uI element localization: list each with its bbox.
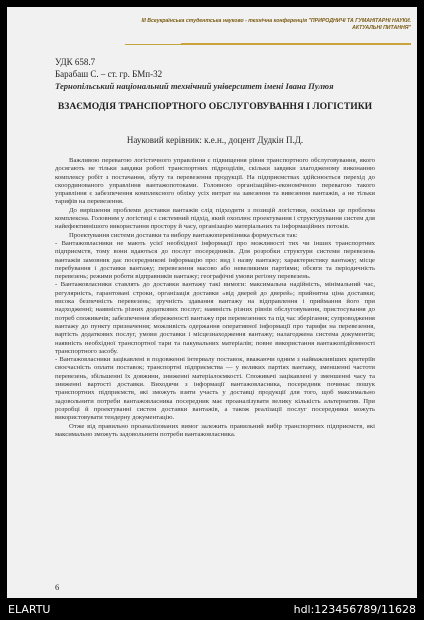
scientific-advisor: Науковий керівник: к.е.н., доцент Дудкін П.Д. <box>126 135 304 145</box>
viewer-footer <box>0 600 424 620</box>
document-page <box>7 7 417 598</box>
header-divider <box>181 43 411 44</box>
paragraph: - Вантажовласники зацікавлені в подовженні інтервалу поставок, вважаючи одним з найважливіших критеріїв своєчасність оплати поставок; транспортні підприємства — у великих партіях вантажу, зменшенні частоти перевезень, збільшенні їх довжини, зниженні матеріалоємкості. Споживачі зацікавлені у зменшенні часу та зниженні вартості доставки. Виходячи з інформації вантажовласника, посередник починає пошук транспортних підприємств, які зможуть взяти участь у доставці продукції для того, щоб максимально задовольнити потреби вантажовласника посередник має проаналізувати велику кількість альтернатив. При розробці й проектуванні систем доставки вантажів, а також реалізації послуг посередники можуть використовувати тендерну документацію. <box>55 356 375 422</box>
conference-line-1: III Всеукраїнська студентська науково - технічна конференція "ПРИРОДНИЧІ ТА ГУМАНІТАРНІ НАУКИ. <box>141 18 411 24</box>
paragraph: - Вантажовласники не мають усієї необхідної інформації про можливості тих чи інших транспортних підприємств, тому вони вдаються до послуг посередників. Для розробки структури системи перевезень вантажів замовник дає посередникові інформацію про: вид і назву вантажу; характеристику вантажу; місце перебування і доставки вантажу; перевезення масово або невеликими партіями; обсяги та періодичність перевезень; режими роботи відправників вантажу; географічні умови регіону перевезень. <box>55 239 375 281</box>
article-title: ВЗАЄМОДІЯ ТРАНСПОРТНОГО ОБСЛУГОВУВАННЯ І ЛОГІСТИКИ <box>57 101 373 112</box>
paragraph: Проектування системи доставки та вибору вантажоперевізника формується так: <box>69 231 298 239</box>
udc-code: УДК 658.7 <box>55 57 96 67</box>
page-number: 6 <box>55 582 60 592</box>
conference-header <box>125 18 411 45</box>
handle-id: hdl:123456789/11628 <box>293 603 416 616</box>
paragraph: Важливою перевагою логістичного управління є підвищення рівня транспортного обслуговування, якого досягають не тільки завдяки роботі транспортних підрозділів, скільки завдяки злагодженому виконанню комплексу робіт з постачання, збуту та перевезення продукції. На підприємствах здійснюється перехід до скоординованого управління вантажопотоками. Головною організаційно-економічною перевагою такого управління є забезпечення комплексного обліку усіх витрат на завезення та вивезення вантажів, а не тільки тарифів на перевезення. <box>55 157 375 206</box>
paragraph: До вирішення проблеми доставки вантажів слід підходити з позицій логістики, оскільки це проблема комплексна. Головним у логістиці є системний підхід, який охоплює проектування і структурування систем для найефективнішого використання простору й часу, організацію матеріальних та інформаційних потоків. <box>55 206 375 231</box>
conference-line-2: АКТУАЛЬНІ ПИТАННЯ" <box>352 25 411 31</box>
paragraph: Отже від правильно проаналізованих вимог залежить правильний вибір транспортних підприємств, які максимально зможуть задовольнити потреби вантажовласника. <box>55 422 375 438</box>
author-line: Барабаш С. – ст. гр. БМп-32 <box>55 69 163 79</box>
repository-name: ELARTU <box>8 603 51 616</box>
article-body <box>55 157 375 439</box>
paragraph: - Вантажовласники ставлять до доставки вантажу такі вимоги: максимальна надійність, мінімальний час, регулярність, гарантовані строки, організація доставки «від дверей до дверей»; прийнятна ціна доставки; висока безпечність перевезень; зручність здавання вантажу на відправлення і приймання його при надходженні; наявність різних додаткових послуг; наявність різних рівнів обслуговування, пристосування до потреб споживачів; забезпечення збереженості вантажу при перевезеннях та під час зберігання; супроводження вантажу до пункту призначення; можливість одержання оперативної інформації про тарифи на перевезення, вартість додаткових послуг, умови доставки і місцезнаходження вантажу; налагоджена система документів; наявність необхідної транспортної тари та пакувальних матеріалів; повне використання вантажопідйомності транспортного засобу. <box>55 281 375 355</box>
university-line: Тернопільський національний технічний університет імені Івана Пулюя <box>55 81 334 91</box>
